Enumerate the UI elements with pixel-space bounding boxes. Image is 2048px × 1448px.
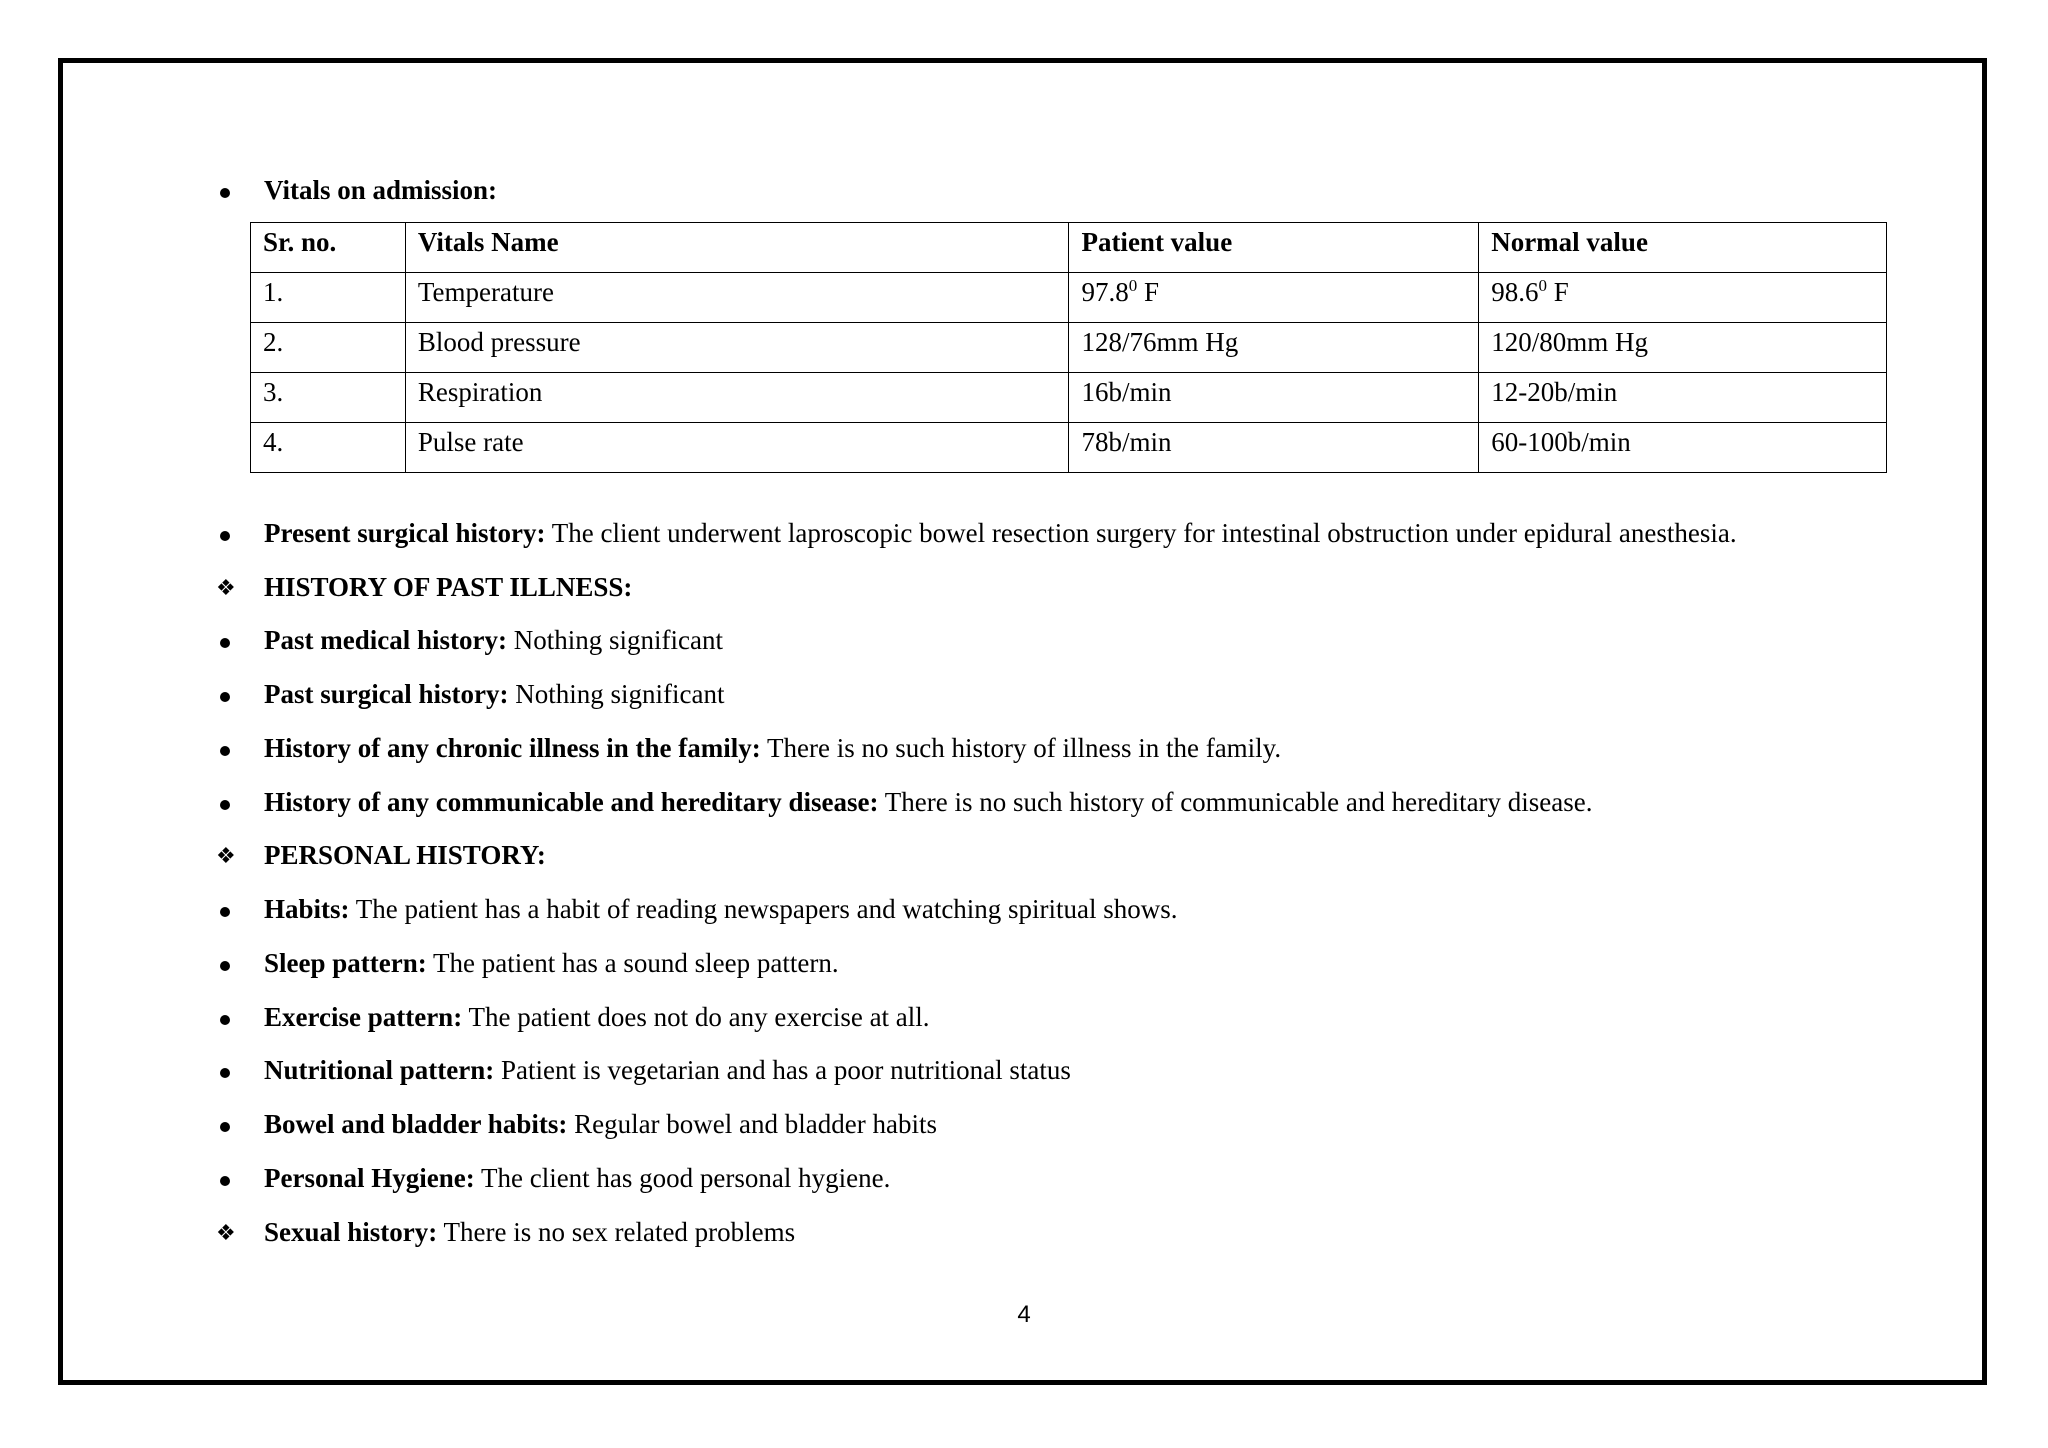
item-text: The client has good personal hygiene. <box>474 1162 891 1193</box>
item-text: The patient has a habit of reading newspapers and watching spiritual shows. <box>349 894 1178 924</box>
list-item <box>214 732 1914 766</box>
item-label: History of any chronic illness in the family: <box>264 732 761 763</box>
item-label: Past surgical history: <box>264 679 509 709</box>
item-label: Bowel and bladder habits: <box>264 1109 568 1139</box>
list-item <box>214 893 1914 927</box>
list-item <box>214 624 1914 658</box>
present-surgical-line <box>214 517 1914 551</box>
cell-normal: 60-100b/min <box>1479 422 1887 472</box>
table-row <box>251 422 1887 472</box>
bullet-icon <box>220 188 230 198</box>
header-vitals-name: Vitals Name <box>405 222 1069 272</box>
item-text: Nothing significant <box>506 625 723 656</box>
item-text: Nothing significant <box>508 679 725 709</box>
cell-patient: 16b/min <box>1069 372 1479 422</box>
item-text: There is no such history of illness in the family. <box>760 732 1282 763</box>
bullet-icon <box>220 1176 230 1186</box>
item-text: The patient does not do any exercise at all. <box>462 1001 930 1032</box>
item-text: Patient is vegetarian and has a poor nutritional status <box>494 1055 1071 1086</box>
table-row <box>251 372 1887 422</box>
cell-sr: 2. <box>251 322 406 372</box>
past-illness-heading-line <box>214 571 1914 605</box>
table-row <box>251 272 1887 322</box>
item-label: Nutritional pattern: <box>264 1055 495 1086</box>
bullet-icon <box>220 961 230 971</box>
header-normal-value: Normal value <box>1479 222 1887 272</box>
list-item <box>214 1054 1914 1088</box>
vitals-heading: Vitals on admission: <box>264 175 498 205</box>
cell-patient: 128/76mm Hg <box>1069 322 1479 372</box>
cell-sr: 1. <box>251 272 406 322</box>
cell-sr: 4. <box>251 422 406 472</box>
cell-normal: 12-20b/min <box>1479 372 1887 422</box>
item-label: Exercise pattern: <box>264 1001 463 1032</box>
cell-normal: 120/80mm Hg <box>1479 322 1887 372</box>
sexual-history-line <box>214 1216 1914 1250</box>
header-patient-value: Patient value <box>1069 222 1479 272</box>
bullet-icon <box>220 1068 230 1078</box>
cell-patient: 97.8$^0$ F <box>1069 272 1479 322</box>
bullet-icon <box>220 1015 230 1025</box>
item-label: History of any communicable and hereditary disease: <box>264 786 879 817</box>
cell-sr: 3. <box>251 372 406 422</box>
document-body <box>214 174 1914 1249</box>
item-label: Sleep pattern: <box>264 947 427 978</box>
cell-patient: 78b/min <box>1069 422 1479 472</box>
diamond-bullet-icon: ❖ <box>216 1220 236 1246</box>
list-item <box>214 678 1914 712</box>
personal-heading: PERSONAL HISTORY: <box>264 840 546 871</box>
cell-name: Pulse rate <box>405 422 1069 472</box>
list-item <box>214 1001 1914 1035</box>
cell-name: Blood pressure <box>405 322 1069 372</box>
sexual-history-text: There is no sex related problems <box>437 1216 796 1247</box>
sexual-history-label: Sexual history: <box>264 1216 438 1247</box>
present-surgical-label: Present surgical history: <box>264 517 546 548</box>
past-illness-heading: HISTORY OF PAST ILLNESS: <box>264 571 633 602</box>
table-header-row <box>251 222 1887 272</box>
bullet-icon <box>220 531 230 541</box>
cell-name: Temperature <box>405 272 1069 322</box>
bullet-icon <box>220 638 230 648</box>
bullet-icon <box>220 746 230 756</box>
list-item <box>214 1162 1914 1196</box>
item-label: Past medical history: <box>264 625 507 656</box>
bullet-icon <box>220 1122 230 1132</box>
bullet-icon <box>220 800 230 810</box>
diamond-bullet-icon: ❖ <box>216 844 236 870</box>
cell-name: Respiration <box>405 372 1069 422</box>
vitals-heading-line <box>214 174 1914 208</box>
bullet-icon <box>220 692 230 702</box>
header-sr-no: Sr. no. <box>251 222 406 272</box>
vitals-table <box>250 222 1887 473</box>
table-row <box>251 322 1887 372</box>
personal-heading-line <box>214 839 1914 873</box>
cell-normal: 98.6$^0$ F <box>1479 272 1887 322</box>
bullet-icon <box>220 907 230 917</box>
list-item <box>214 947 1914 981</box>
list-item <box>214 786 1914 820</box>
item-text: There is no such history of communicable and hereditary disease. <box>878 786 1593 817</box>
item-label: Personal Hygiene: <box>264 1162 475 1193</box>
item-text: The patient has a sound sleep pattern. <box>426 947 839 978</box>
present-surgical-text: The client underwent laproscopic bowel resection surgery for intestinal obstruction under epidural anesthesia. <box>545 517 1737 548</box>
list-item <box>214 1108 1914 1142</box>
item-label: Habits: <box>264 894 350 924</box>
item-text: Regular bowel and bladder habits <box>567 1109 937 1139</box>
diamond-bullet-icon: ❖ <box>216 575 236 601</box>
page-number: 4 <box>1017 1301 1031 1328</box>
